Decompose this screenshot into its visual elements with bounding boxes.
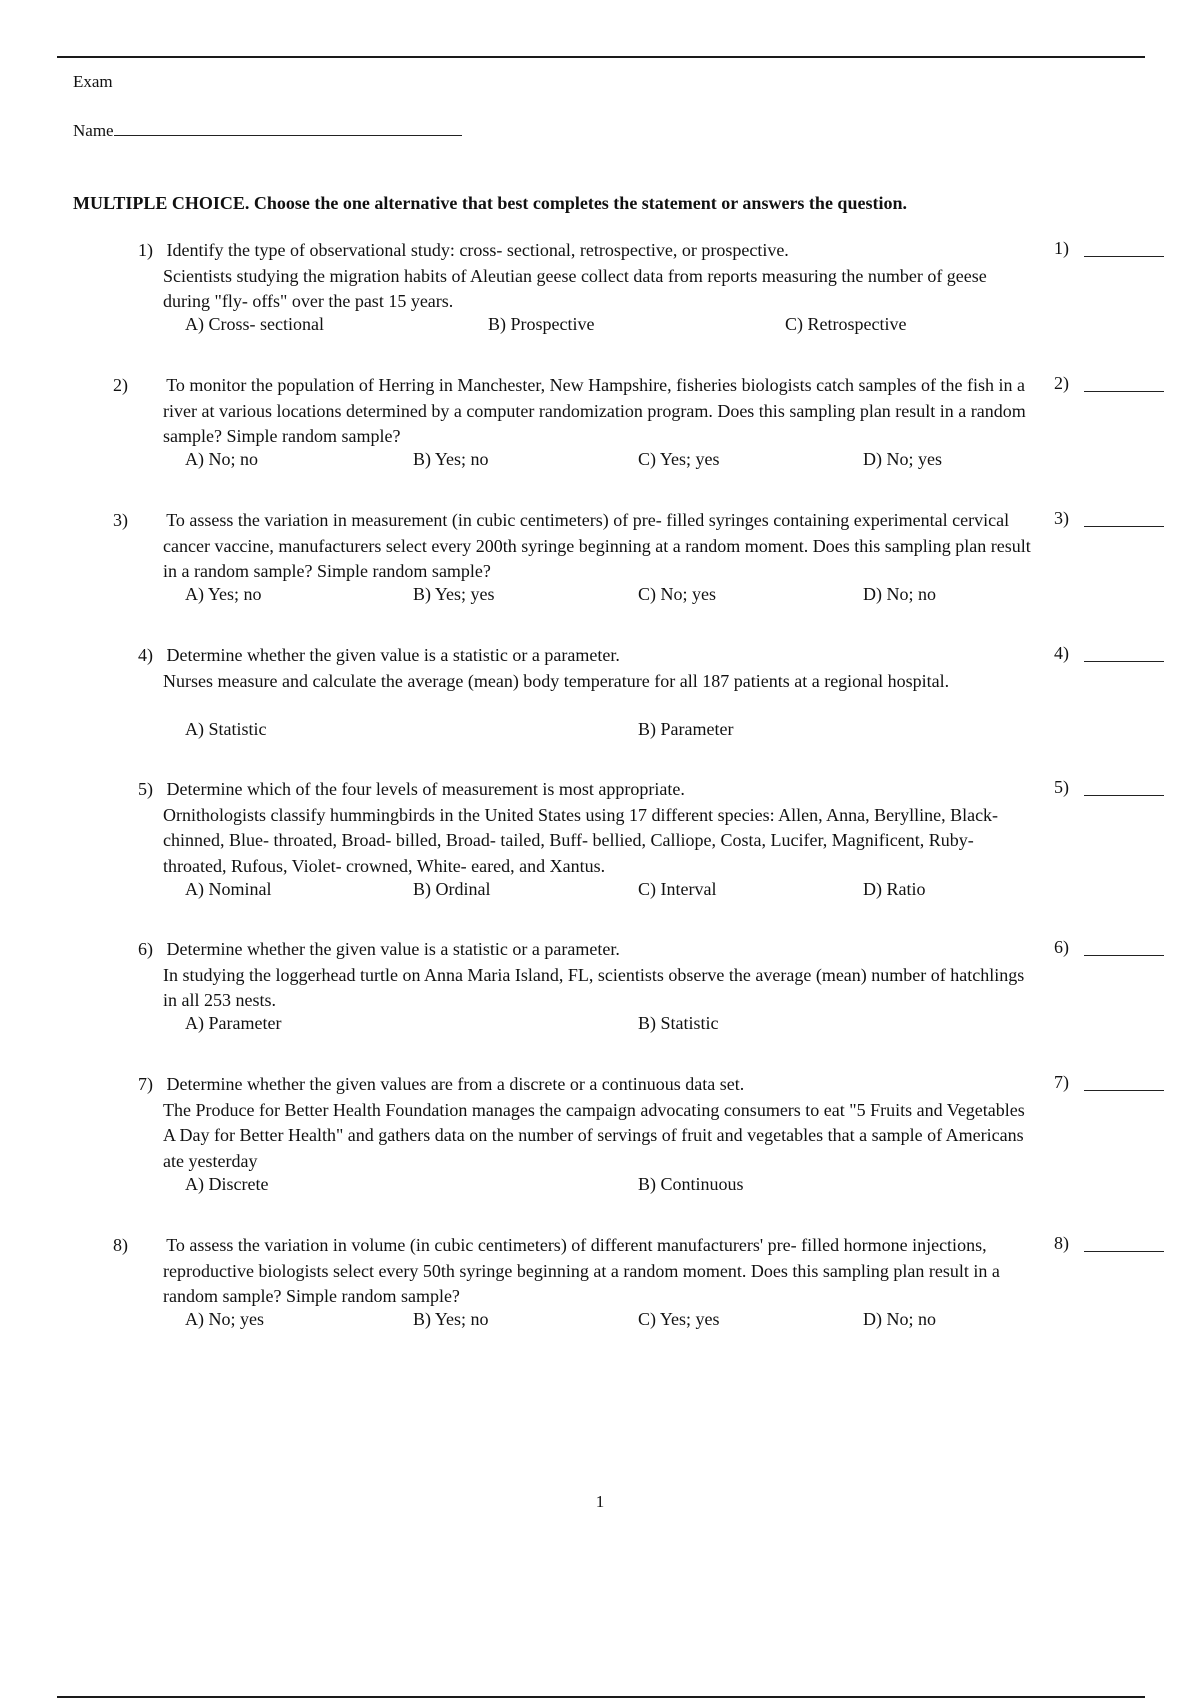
choice-c[interactable]: C) Yes; yes: [638, 449, 720, 469]
choice-d[interactable]: D) Ratio: [863, 879, 926, 899]
question-text: [138, 238, 1038, 315]
choice-a[interactable]: A) Statistic: [185, 719, 267, 739]
choice-a[interactable]: A) Nominal: [185, 879, 272, 899]
question-prompt: To monitor the population of Herring in Manchester, New Hampshire, fisheries biologists catch samples of the fish in a river at various locations determined by a computer randomization program. Does this sampling plan result in a random sample? Simple random sample?: [163, 375, 1026, 446]
choice-a[interactable]: A) Parameter: [185, 1013, 282, 1033]
question-body: Nurses measure and calculate the average (mean) body temperature for all 187 patients at a regional hospital.: [163, 670, 950, 691]
exam-label: Exam: [73, 72, 113, 91]
answer-blank[interactable]: [1084, 526, 1164, 527]
choice-b[interactable]: B) Yes; no: [413, 449, 489, 469]
choice-b[interactable]: B) Yes; yes: [413, 584, 495, 604]
question-prompt: Determine whether the given values are from a discrete or a continuous data set.: [166, 1074, 745, 1094]
question-number: 1): [138, 240, 153, 260]
choice-a[interactable]: A) Cross- sectional: [185, 314, 324, 334]
answer-number: 7): [1054, 1072, 1069, 1092]
question-text: [113, 508, 1038, 585]
choice-c[interactable]: C) Interval: [638, 879, 717, 899]
bottom-rule: [57, 1696, 1145, 1698]
choice-b[interactable]: B) Parameter: [638, 719, 734, 739]
answer-number: 6): [1054, 937, 1069, 957]
answer-blank[interactable]: [1084, 1090, 1164, 1091]
choice-a[interactable]: A) No; yes: [185, 1309, 264, 1329]
choice-b[interactable]: B) Prospective: [488, 314, 595, 334]
answer-blank[interactable]: [1084, 661, 1164, 662]
name-blank-line[interactable]: [114, 121, 462, 136]
question-body: Ornithologists classify hummingbirds in the United States using 17 different species: Allen, Anna, Berylline, Black- chinned, Blue- throated, Broad- billed, Broad- tailed, Buff- bellied, Calliope, Costa, Lucifer, Magnificent, Ruby- throated, Rufous, Violet- crowned, White- eared, and Xantus.: [163, 804, 999, 876]
section-heading: MULTIPLE CHOICE. Choose the one alternative that best completes the statement or answers the question.: [73, 193, 907, 213]
question-prompt: Identify the type of observational study: cross- sectional, retrospective, or prospective.: [166, 240, 789, 260]
answer-blank[interactable]: [1084, 795, 1164, 796]
answer-blank[interactable]: [1084, 256, 1164, 257]
question-text: [138, 643, 1038, 694]
choice-a[interactable]: A) Discrete: [185, 1174, 269, 1194]
choice-d[interactable]: D) No; no: [863, 584, 936, 604]
choice-a[interactable]: A) Yes; no: [185, 584, 262, 604]
question-body: In studying the loggerhead turtle on Anna Maria Island, FL, scientists observe the average (mean) number of hatchlings in all 253 nests.: [163, 964, 1025, 1010]
question-number: 6): [138, 939, 153, 959]
answer-number: 2): [1054, 373, 1069, 393]
question-body: The Produce for Better Health Foundation manages the campaign advocating consumers to eat "5 Fruits and Vegetables A Day for Better Health" and gathers data on the number of servings of fruit and vegetables that a sample of Americans ate yesterday: [163, 1099, 1025, 1171]
choice-b[interactable]: B) Statistic: [638, 1013, 719, 1033]
question-number: 5): [138, 779, 153, 799]
question-text: [138, 937, 1038, 1014]
question-number: 3): [113, 510, 128, 530]
question-text: [138, 777, 1038, 879]
choice-b[interactable]: B) Ordinal: [413, 879, 491, 899]
question-number: 7): [138, 1074, 153, 1094]
answer-number: 8): [1054, 1233, 1069, 1253]
answer-blank[interactable]: [1084, 955, 1164, 956]
name-field[interactable]: [73, 121, 462, 141]
choice-b[interactable]: B) Yes; no: [413, 1309, 489, 1329]
question-prompt: Determine which of the four levels of measurement is most appropriate.: [166, 779, 685, 799]
answer-blank[interactable]: [1084, 391, 1164, 392]
question-text: [138, 1072, 1038, 1174]
choice-d[interactable]: D) No; no: [863, 1309, 936, 1329]
choice-c[interactable]: C) Retrospective: [785, 314, 907, 334]
choice-c[interactable]: C) Yes; yes: [638, 1309, 720, 1329]
name-label: Name: [73, 121, 114, 140]
question-number: 2): [113, 375, 128, 395]
answer-number: 1): [1054, 238, 1069, 258]
top-rule: [57, 56, 1145, 58]
answer-number: 4): [1054, 643, 1069, 663]
answer-number: 3): [1054, 508, 1069, 528]
choice-d[interactable]: D) No; yes: [863, 449, 942, 469]
answer-blank[interactable]: [1084, 1251, 1164, 1252]
answer-number: 5): [1054, 777, 1069, 797]
question-text: [113, 373, 1038, 450]
question-number: 4): [138, 645, 153, 665]
question-body: Scientists studying the migration habits of Aleutian geese collect data from reports measuring the number of geese during "fly- offs" over the past 15 years.: [163, 265, 987, 311]
question-prompt: Determine whether the given value is a statistic or a parameter.: [166, 645, 620, 665]
question-prompt: To assess the variation in measurement (in cubic centimeters) of pre- filled syringes containing experimental cervical cancer vaccine, manufacturers select every 200th syringe beginning at a random moment. Does this sampling plan result in a random sample? Simple random sample?: [163, 510, 1031, 581]
question-prompt: Determine whether the given value is a statistic or a parameter.: [166, 939, 620, 959]
question-prompt: To assess the variation in volume (in cubic centimeters) of different manufacturers' pre- filled hormone injections, reproductive biologists select every 50th syringe beginning at a random moment. Does this sampling plan result in a random sample? Simple random sample?: [163, 1235, 1000, 1306]
choice-a[interactable]: A) No; no: [185, 449, 258, 469]
question-number: 8): [113, 1235, 128, 1255]
question-text: [113, 1233, 1018, 1310]
page-number: 1: [595, 1492, 605, 1511]
choice-b[interactable]: B) Continuous: [638, 1174, 744, 1194]
choice-c[interactable]: C) No; yes: [638, 584, 716, 604]
